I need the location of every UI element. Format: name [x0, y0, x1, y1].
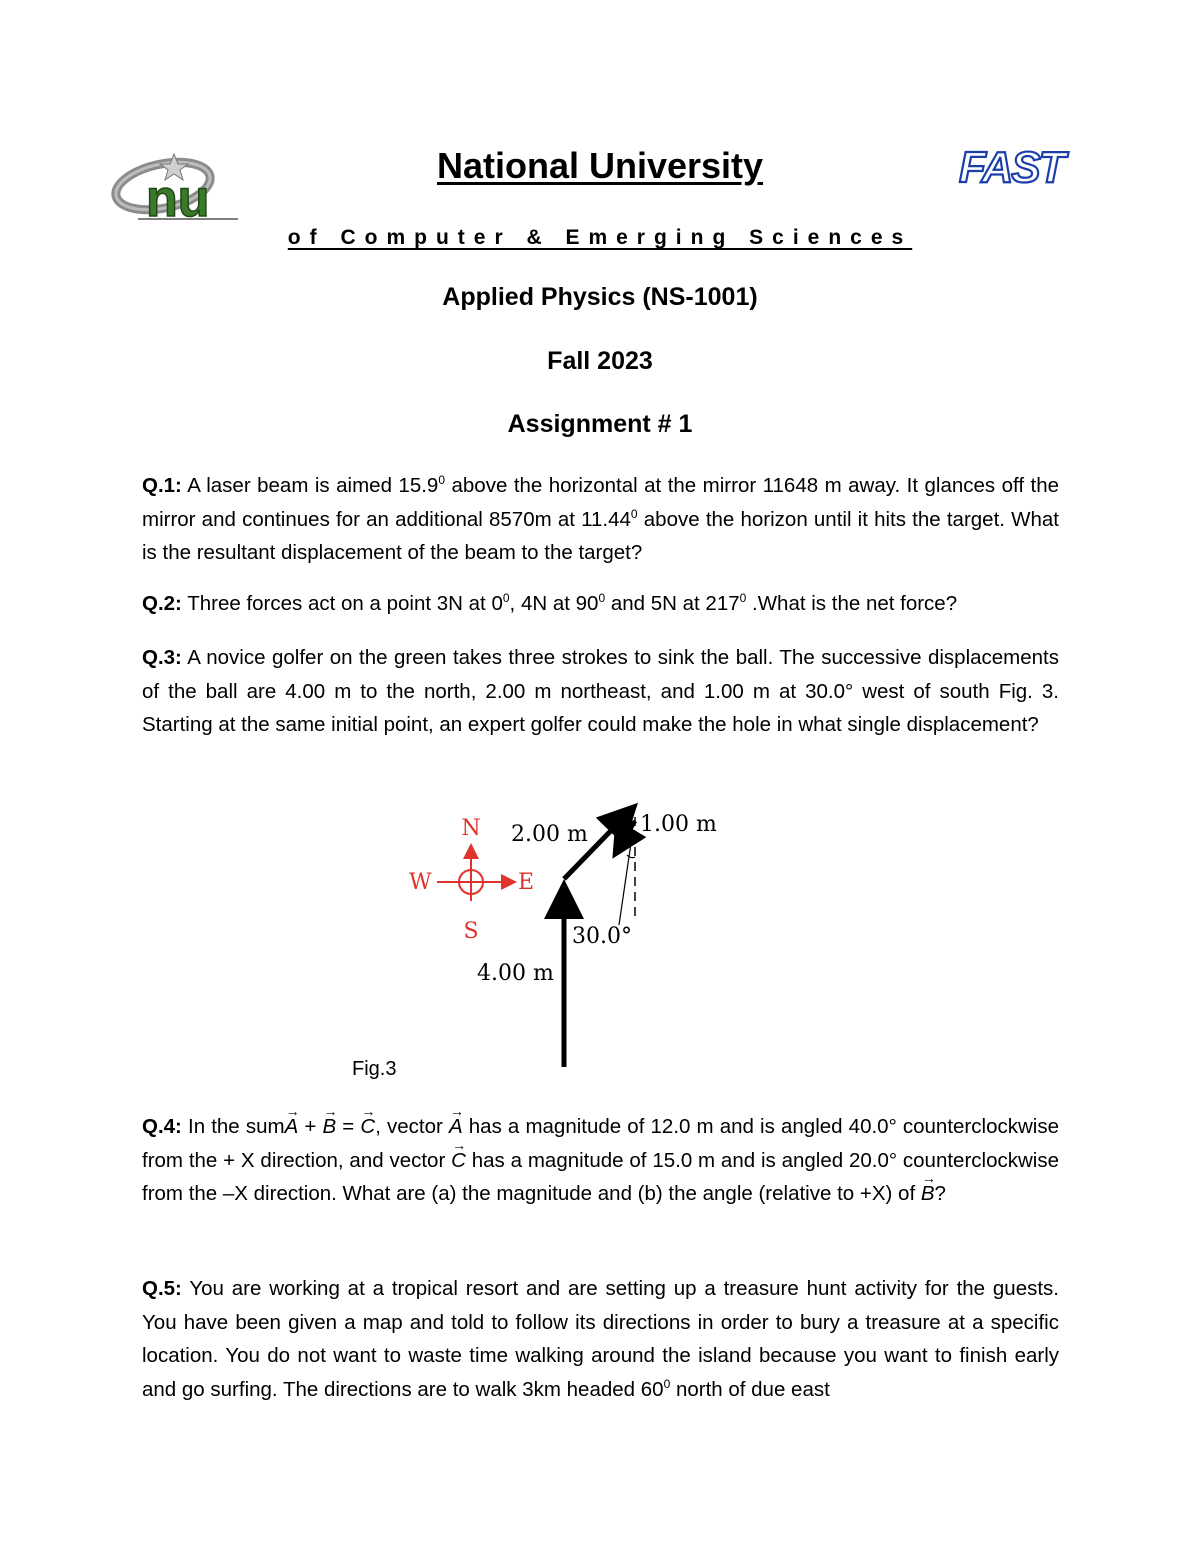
superscript: 0	[739, 591, 747, 606]
superscript: 0	[438, 473, 446, 488]
vector-b-symbol: → B	[322, 1110, 336, 1144]
question-text: You are working at a tropical resort and are setting up a treasure hunt activity for the guests. You have been given a map and told to follow its directions in order to bury a treasure at a specific location. You do not want to waste time walking around the island because you want to finish early and go surfing. The directions are to walk 3km headed 60	[142, 1277, 1059, 1401]
superscript: 0	[663, 1376, 671, 1391]
label-2m: 2.00 m	[511, 822, 588, 847]
course-title: Applied Physics (NS-1001)	[442, 283, 758, 311]
question-text: Three forces act on a point 3N at 0	[181, 592, 503, 615]
question-label: Q.3:	[142, 646, 182, 669]
question-text: ?	[934, 1182, 946, 1205]
question-text: In the sum	[181, 1115, 285, 1138]
vector-a-symbol: → A	[285, 1110, 299, 1144]
fast-logo-text: FAST	[959, 143, 1064, 192]
vector-c-symbol: → C	[360, 1110, 375, 1144]
question-label: Q.4:	[142, 1115, 182, 1138]
question-text: above the horizontal at the mirror 11648 m away. It glances off the mirror and continues for an additional 8570m at 11.44	[142, 474, 1059, 531]
angle-pointer	[619, 843, 631, 925]
university-title: National University	[436, 145, 764, 186]
question-text: A novice golfer on the green takes three strokes to sink the ball. The successive displacements of the ball are 4.00 m to the north, 2.00 m northeast, and 1.00 m at 30.0° west of south Fig. 3. Starting at the same initial point, an expert golfer could make the hole in what single displacement?	[142, 646, 1059, 736]
figure-caption: Fig.3	[352, 1058, 397, 1080]
question-text: north of due east	[670, 1377, 830, 1401]
question-label: Q.1:	[142, 474, 182, 497]
compass-south-label: S	[463, 919, 479, 944]
compass-east-label: E	[518, 870, 535, 895]
question-1	[142, 469, 1059, 570]
question-text: , 4N at 90	[509, 592, 599, 615]
superscript: 0	[630, 506, 638, 521]
label-1m: 1.00 m	[640, 812, 717, 837]
question-4	[142, 1110, 1059, 1211]
compass-west-label: W	[409, 870, 432, 895]
question-text: , vector	[375, 1115, 449, 1138]
vector-c-symbol: → C	[451, 1144, 466, 1178]
label-angle: 30.0°	[572, 924, 632, 949]
figure-3-diagram	[395, 795, 735, 1075]
question-text: has a magnitude of 12.0 m and is angled 40.0° counterclockwise from the + X direction, and vector	[142, 1115, 1059, 1172]
term-label: Fall 2023	[547, 347, 653, 375]
question-2	[142, 587, 1059, 621]
operator-equals: =	[336, 1115, 361, 1138]
compass-north-label: N	[461, 816, 481, 841]
vector-1m-southwest	[617, 821, 635, 851]
operator-plus: +	[298, 1115, 323, 1138]
vector-a-symbol: → A	[449, 1110, 463, 1144]
superscript: 0	[502, 591, 510, 606]
assignment-title: Assignment # 1	[507, 410, 693, 438]
superscript: 0	[598, 591, 606, 606]
question-text: above the horizon until it hits the target. What is the resultant displacement of the beam to the target?	[142, 507, 1059, 564]
label-4m: 4.00 m	[477, 961, 554, 986]
question-text: .What is the net force?	[746, 592, 958, 615]
question-text: and 5N at 217	[605, 592, 740, 615]
question-label: Q.5:	[142, 1277, 182, 1300]
question-label: Q.2:	[142, 592, 182, 615]
question-3	[142, 641, 1059, 742]
university-subtitle: of Computer & Emerging Sciences	[287, 226, 913, 249]
vector-b-symbol: → B	[921, 1177, 935, 1211]
nu-logo-text: nu	[146, 170, 210, 228]
question-5	[142, 1272, 1059, 1406]
question-text: has a magnitude of 15.0 m and is angled 20.0° counterclockwise from the –X direction. What are (a) the magnitude and (b) the angle (relative to +X) of	[142, 1148, 1059, 1205]
question-text: A laser beam is aimed 15.9	[181, 474, 439, 497]
